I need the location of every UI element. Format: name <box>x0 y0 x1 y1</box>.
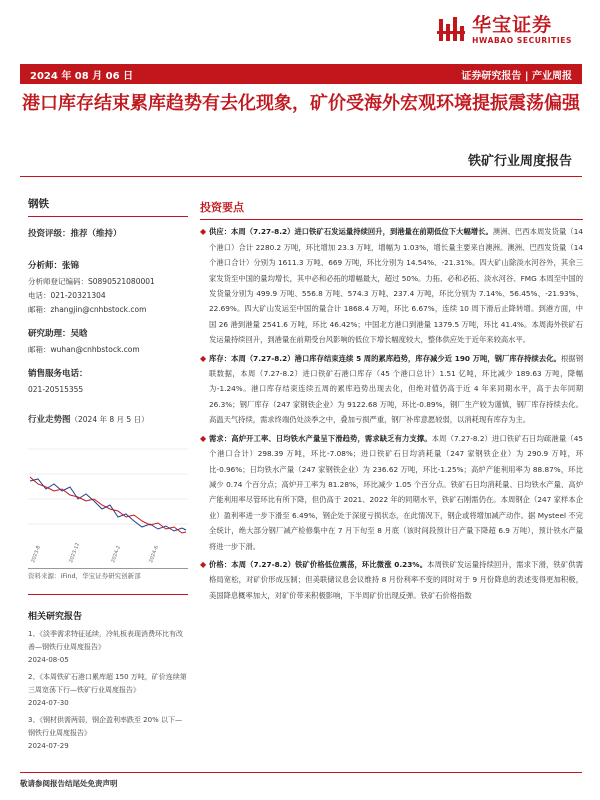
paragraph-lead: 价格：本周（7.27-8.2）铁矿价格低位震荡，环比微涨 0.23%。 <box>209 559 428 569</box>
related-research-item[interactable] <box>28 671 188 710</box>
title-divider <box>20 176 582 177</box>
diamond-bullet-icon: ◆ <box>200 353 207 363</box>
trend-chart-svg <box>28 429 188 569</box>
investment-rating: 投资评级：推荐（维持） <box>28 229 122 239</box>
assistant-name: 研究助理：吴晗 <box>28 329 88 339</box>
related-research-text: 3、《钢材供需两弱，钢企盈利率跌至 20% 以下—钢铁行业周度报告》 <box>28 716 182 737</box>
related-research-text: 1、《淡季需求特征延续，冷轧板表现消费环比有改善—钢铁行业周度报告》 <box>28 630 183 651</box>
related-research-date: 2024-07-29 <box>28 742 69 750</box>
diamond-bullet-icon: ◆ <box>200 227 207 237</box>
analyst-name: 分析师：张锦 <box>28 261 80 271</box>
svg-text:2023-12: 2023-12 <box>68 541 82 564</box>
paragraph-text <box>209 351 583 428</box>
paragraph-body: 澳洲、巴西本周发货量（14 个港口）合计 2280.2 万吨，环比增加 23.3 万吨，增幅为 1.03%，增长量主要来自澳洲。澳洲、巴西发货量（14 个港口合计）分别为 1611.3 万吨、669 万吨，环比分别为 14.54%、-21.31%。四大矿山除淡水河谷外，其余三家发货至中国的量均增长，其中必和必拓的增幅最大，超过 50%。力拓、必和必拓、淡水河谷、FMG 本周至中国的发货量分别为 499.9 万吨、556.8 万吨、574.3 万吨、237.4 万吨，环比分别为 7.14%、56.45%、-21.93%、22.69%。四大矿山发运至中国的量合计 1868.4 万吨，环比 6.67%，连续 10 周下滑后止降转增。到港方面，中国 26 港到港量 2541.6 万吨，环比 46.42%；中国北方港口到港量 1379.5 万吨，环比 41.4%。本周海外铁矿石发运量持续回升，到港量在前期受台风影响的低位下增长幅度较大，整体供应处于近年来较高水平。 <box>209 227 583 345</box>
huabao-logo-icon <box>436 15 466 45</box>
sales-label: 销售服务电话： <box>28 369 88 379</box>
report-category: 证券研究报告 | 产业周报 <box>461 70 572 82</box>
logo-english-name: HWABAO SECURITIES <box>472 36 572 45</box>
svg-text:2023-8: 2023-8 <box>30 544 42 564</box>
related-research-date: 2024-08-05 <box>28 656 69 664</box>
sector-label: 钢铁 <box>28 196 188 217</box>
report-date: 2024 年 08 月 06 日 <box>30 70 134 82</box>
related-research-date: 2024-07-30 <box>28 699 69 707</box>
highlight-paragraph <box>200 351 583 428</box>
report-header-bar <box>20 64 582 84</box>
related-research-text: 2、《本周铁矿石港口累库超 150 万吨，矿价连续第三周宽荡下行—铁矿行业周度报告》 <box>28 673 187 694</box>
paragraph-text <box>209 431 583 554</box>
left-sidebar <box>28 196 188 757</box>
assistant-email[interactable]: 邮箱：wuhan@cnhbstock.com <box>28 345 140 354</box>
trend-line-sector <box>30 477 186 533</box>
trend-chart-title-text: 行业走势图 <box>28 415 71 425</box>
logo-chinese-name: 华宝证券 <box>472 14 553 36</box>
chart-source: 资料来源：iFind，华宝证券研究创新部 <box>28 571 188 595</box>
svg-text:2024-2: 2024-2 <box>110 544 122 564</box>
related-research-title: 相关研究报告 <box>28 612 83 622</box>
analyst-cert: 分析师登记编码：S0890521080001 <box>28 277 155 286</box>
paragraph-lead: 供应：本周（7.27-8.2）进口铁矿石发运量持续回升，到港量在前期低位下大幅增长。 <box>209 227 493 237</box>
highlight-paragraphs <box>200 224 583 603</box>
related-research-item[interactable] <box>28 628 188 667</box>
diamond-bullet-icon: ◆ <box>200 433 207 443</box>
trend-chart-title <box>28 413 188 425</box>
investment-highlights <box>200 200 583 606</box>
related-research-item[interactable] <box>28 714 188 753</box>
analyst-email[interactable]: 邮箱：zhangjin@cnhbstock.com <box>28 305 147 314</box>
highlight-paragraph <box>200 224 583 347</box>
related-research-list <box>28 628 188 753</box>
trend-chart-date: （2024 年 8 月 5 日） <box>70 415 149 424</box>
investment-highlights-title: 投资要点 <box>200 200 583 220</box>
disclaimer-footer: 敬请参阅报告结尾处免责声明 <box>20 772 582 789</box>
highlight-paragraph <box>200 557 583 603</box>
paragraph-body: 本周铁矿发运量持续回升，需求下滑，铁矿供需格局宽松，对矿价形成压制；但美联储议息会议维持 8 月份利率不变的同时对于 9 月份降息的表述变得更加积极，美国降息概率加大，对矿价带来积极影响，下半周矿价出现反弹。铁矿石价格指数 <box>209 559 584 600</box>
company-logo <box>436 14 572 45</box>
highlight-paragraph <box>200 431 583 554</box>
paragraph-text <box>209 224 583 347</box>
trend-line-index <box>30 479 186 531</box>
paragraph-lead: 库存：本周（7.27-8.2）港口库存结束连续 5 周的累库趋势，库存减少近 190 万吨，钢厂库存持续去化。 <box>209 353 561 363</box>
report-subtitle: 铁矿行业周度报告 <box>467 154 572 169</box>
industry-trend-chart <box>28 429 188 569</box>
paragraph-text <box>209 557 583 603</box>
paragraph-lead: 需求：高炉开工率、日均铁水产量呈下滑趋势，需求缺乏有力支撑。 <box>209 433 432 443</box>
svg-text:2024-6: 2024-6 <box>148 544 160 564</box>
sales-phone: 021-20515355 <box>28 385 84 394</box>
diamond-bullet-icon: ◆ <box>200 559 207 569</box>
paragraph-body: 根据钢联数据，本周（7.27-8.2）进口铁矿石港口库存（45 个港口总计）1.51 亿吨，环比减少 189.63 万吨，降幅为-1.24%。港口库存结束连续五周的累库趋势出现去化，但绝对值仍高于近 4 年来同期水平，高于去年同期 26.3%；钢厂库存（247 家钢铁企业）为 9122.68 万吨，环比-0.89%，钢厂生产较为谨慎，钢厂库存持续去化。高温天气持续，需求终端仍处淡季之中，叠加亏损严重，钢厂补库意愿较弱，以消耗现有库存为主。 <box>209 353 583 425</box>
report-title: 港口库存结束累库趋势有去化现象，矿价受海外宏观环境提振震荡偏强 <box>22 93 580 114</box>
analyst-phone: 电话：021-20321304 <box>28 291 106 300</box>
paragraph-body: 本周（7.27-8.2）进口铁矿石日均疏港量（45 个港口合计）298.39 万吨，环比-7.08%；进口铁矿石日均消耗量（247 家钢铁企业）为 290.9 万吨，环比-0.96%；日均铁水产量（247 家钢铁企业）为 236.62 万吨，环比-1.25%；高炉产能利用率为 88.87%，环比减少 0.74 个百分点；高炉开工率为 81.28%，环比减少 1.05 个百分点。铁矿石日均消耗量、日均铁水产量、高炉产能利用率尽管环比有所下降，但仍高于 2021、2022 年的同期水平，铁矿石刚需仍在。本周钢企（247 家样本企业）盈利率进一步下滑至 6.49%，钢企处于深度亏损状态，在此情况下，钢企或将增加减产动作。据 Mysteel 不完全统计，绝大部分钢厂减产检修集中在 7 月下旬至 8 月底（该时间段预计日产量下降超 6.9 万吨），预计铁水产量将进一步下滑。 <box>209 433 583 551</box>
